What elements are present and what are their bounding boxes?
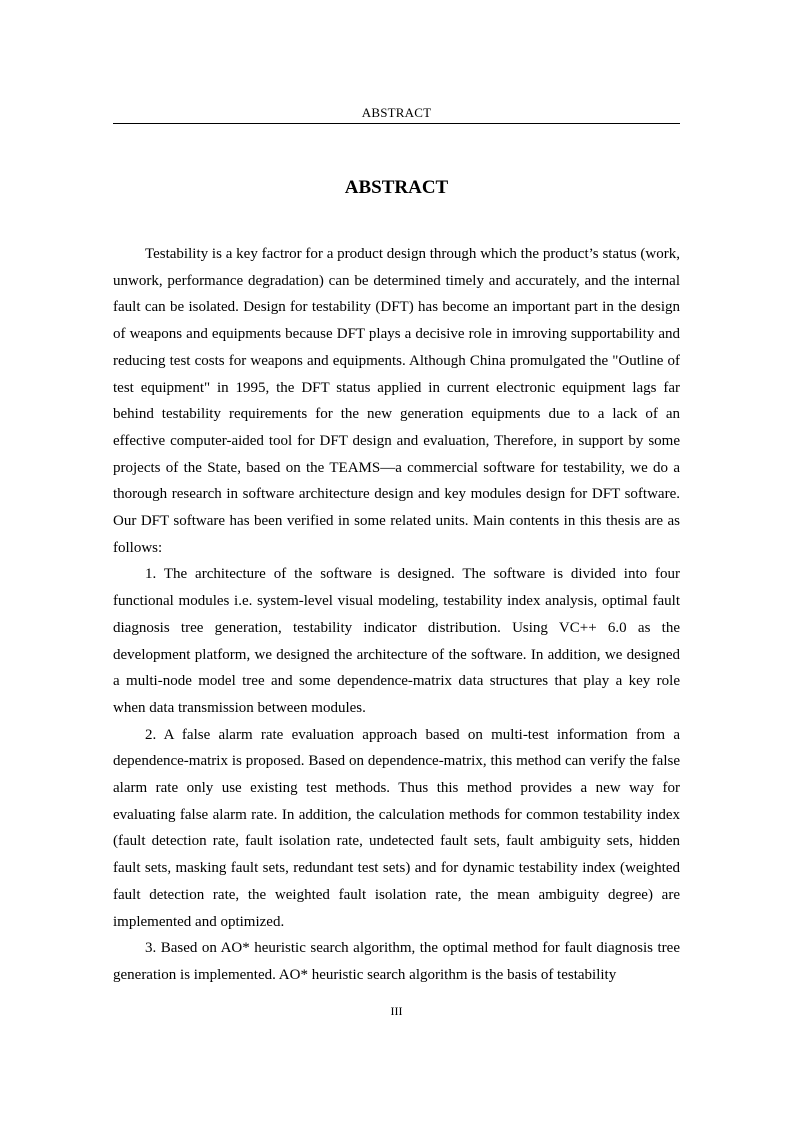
abstract-paragraph-intro: Testability is a key factror for a product design through which the product’s status (work, unwork, performance degradation) can be determined timely and accurately, and the internal fault can be isolated. Design for testability (DFT) has become an important part in the design of weapons and equipments because DFT plays a decisive role in imroving supportability and reducing test costs for weapons and equipments. Although China promulgated the "Outline of test equipment" in 1995, the DFT status applied in current electronic equipment lags far behind testability requirements for the new generation equipments due to a lack of an effective computer-aided tool for DFT design and evaluation, Therefore, in support by some projects of the State, based on the TEAMS—a commercial software for testability, we do a thorough research in software architecture design and key modules design for DFT software. Our DFT software has been verified in some related units. Main contents in this thesis are as follows: — [113, 246, 680, 556]
page-title: ABSTRACT — [344, 177, 449, 198]
abstract-body — [113, 241, 680, 989]
running-header-title: ABSTRACT — [361, 105, 432, 120]
abstract-paragraph-2: 2. A false alarm rate evaluation approach based on multi-test information from a dependence-matrix is proposed. Based on dependence-matrix, this method can verify the false alarm rate only use existing test methods. Thus this method provides a new way for evaluating false alarm rate. In addition, the calculation methods for common testability index (fault detection rate, fault isolation rate, undetected fault sets, fault ambiguity sets, hidden fault sets, masking fault sets, redundant test sets) and for dynamic testability index (weighted fault detection rate, the weighted fault isolation rate, the mean ambiguity degree) are implemented and optimized. — [113, 726, 680, 930]
running-header — [113, 104, 680, 124]
abstract-paragraph-1: 1. The architecture of the software is designed. The software is divided into four functional modules i.e. system-level visual modeling, testability index analysis, optimal fault diagnosis tree generation, testability indicator distribution. Using VC++ 6.0 as the development platform, we designed the architecture of the software. In addition, we designed a multi-node model tree and some dependence-matrix data structures that play a key role when data transmission between modules. — [113, 566, 680, 716]
abstract-paragraph-3: 3. Based on AO* heuristic search algorithm, the optimal method for fault diagnosis tree generation is implemented. AO* heuristic search algorithm is the basis of testability — [113, 940, 680, 983]
page-number: III — [390, 1004, 403, 1018]
